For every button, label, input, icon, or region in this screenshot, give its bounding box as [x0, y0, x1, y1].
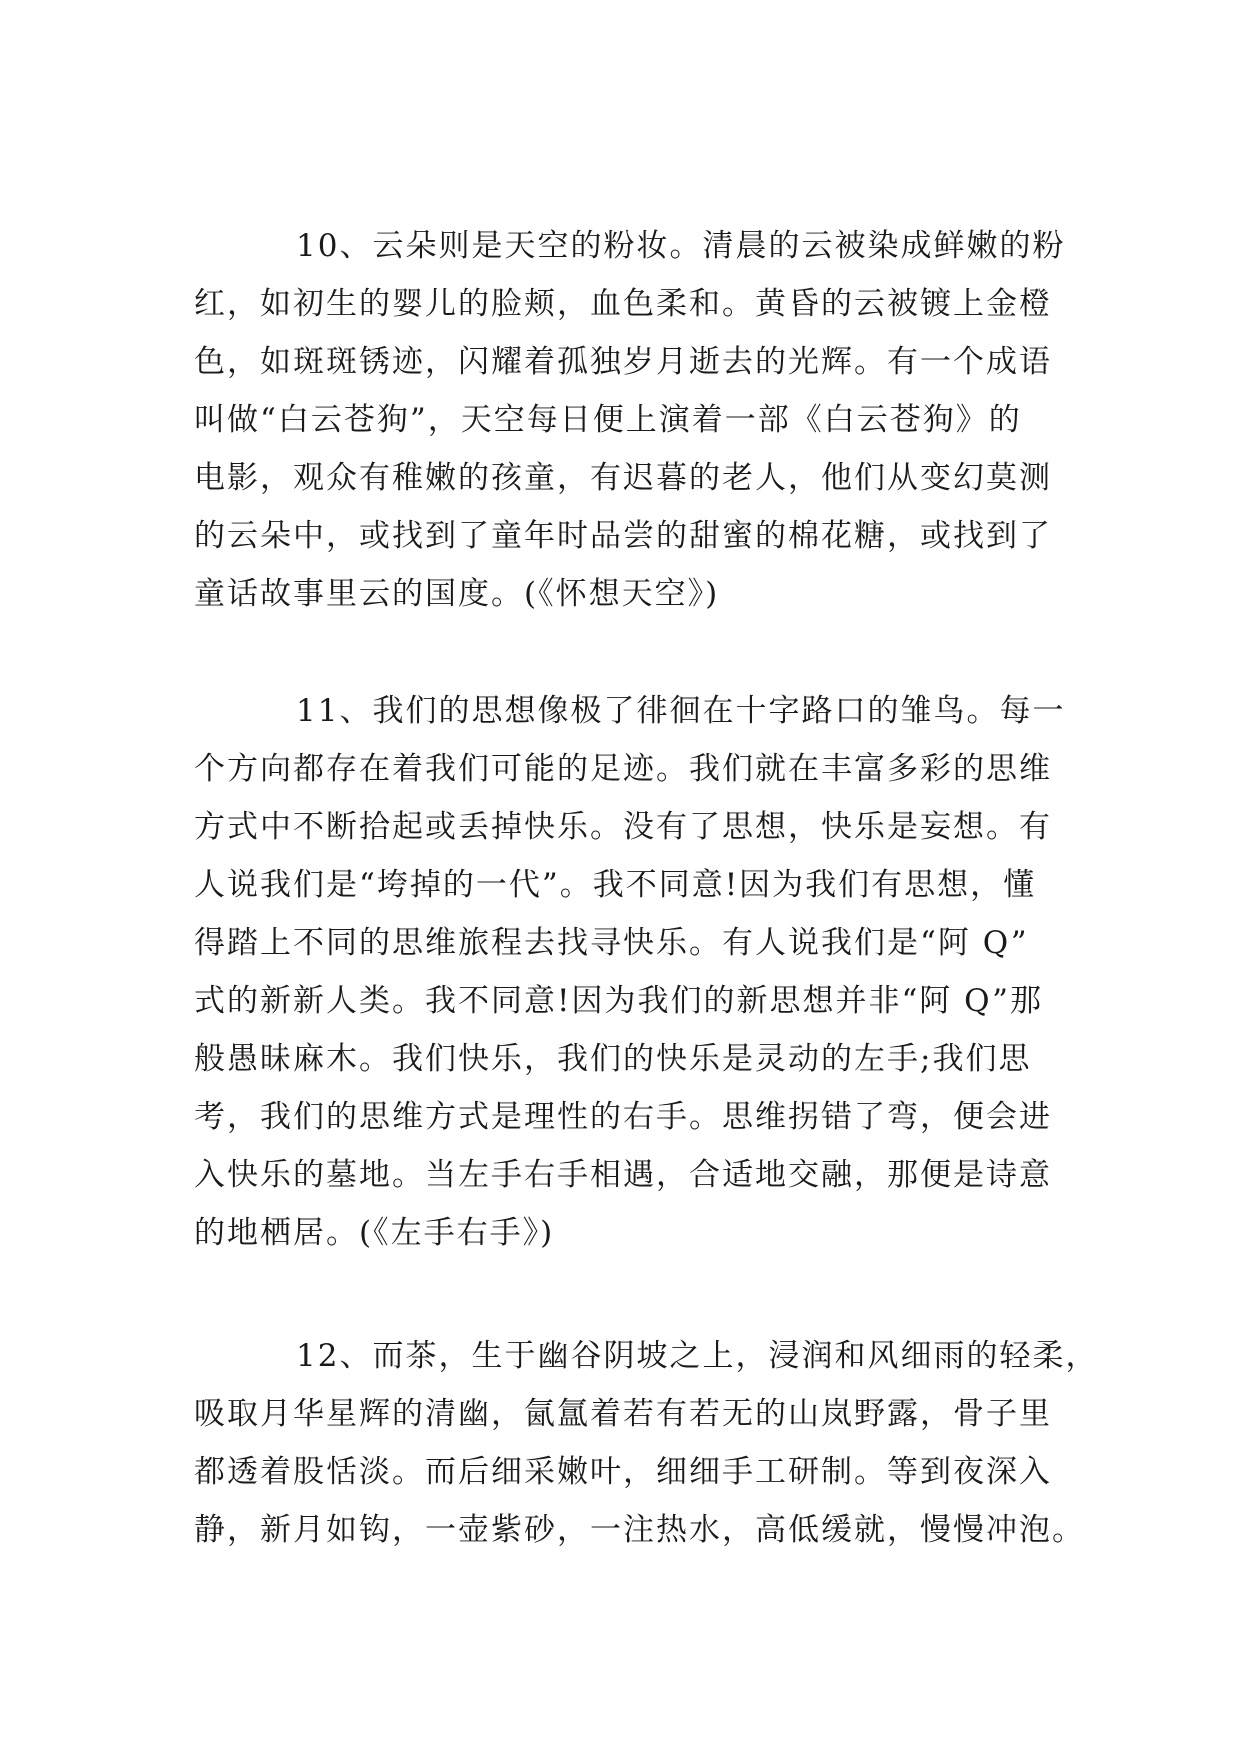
paragraph-line: 的云朵中，或找到了童年时品尝的甜蜜的棉花糖，或找到了	[194, 518, 1052, 554]
paragraph-11	[194, 682, 1066, 1262]
paragraph-line: 方式中不断拾起或丢掉快乐。没有了思想，快乐是妄想。有	[194, 809, 1052, 845]
paragraph-line: 般愚昧麻木。我们快乐，我们的快乐是灵动的左手;我们思	[194, 1041, 1032, 1077]
paragraph-line: 个方向都存在着我们可能的足迹。我们就在丰富多彩的思维	[194, 751, 1052, 787]
paragraph-line: 人说我们是“垮掉的一代”。我不同意!因为我们有思想，懂	[194, 867, 1037, 903]
paragraph-10	[194, 217, 1066, 623]
paragraph-line: 都透着股恬淡。而后细采嫩叶，细细手工研制。等到夜深入	[194, 1454, 1052, 1490]
paragraph-line: 的地栖居。(《左手右手》)	[194, 1215, 555, 1251]
paragraph-line: 10、云朵则是天空的粉妆。清晨的云被染成鲜嫩的粉	[296, 228, 1066, 264]
paragraph-line: 12、而茶，生于幽谷阴坡之上，浸润和风细雨的轻柔，	[296, 1338, 1099, 1374]
paragraph-line: 得踏上不同的思维旅程去找寻快乐。有人说我们是“阿 Q”	[194, 925, 1029, 961]
paragraph-line: 考，我们的思维方式是理性的右手。思维拐错了弯，便会进	[194, 1099, 1052, 1135]
paragraph-line: 静，新月如钩，一壶紫砂，一注热水，高低缓就，慢慢冲泡。	[194, 1512, 1085, 1548]
paragraph-line: 电影，观众有稚嫩的孩童，有迟暮的老人，他们从变幻莫测	[194, 460, 1052, 496]
paragraph-line: 童话故事里云的国度。(《怀想天空》)	[194, 576, 720, 612]
paragraph-line: 吸取月华星辉的清幽，氤氲着若有若无的山岚野露，骨子里	[194, 1396, 1052, 1432]
paragraph-line: 红，如初生的婴儿的脸颊，血色柔和。黄昏的云被镀上金橙	[194, 286, 1052, 322]
paragraph-line: 式的新新人类。我不同意!因为我们的新思想并非“阿 Q”那	[194, 983, 1043, 1019]
paragraph-line: 入快乐的墓地。当左手右手相遇，合适地交融，那便是诗意	[194, 1157, 1052, 1193]
paragraph-line: 色，如斑斑锈迹，闪耀着孤独岁月逝去的光辉。有一个成语	[194, 344, 1052, 380]
paragraph-12	[194, 1327, 1099, 1559]
paragraph-line: 叫做“白云苍狗”，天空每日便上演着一部《白云苍狗》的	[194, 402, 1022, 438]
paragraph-line: 11、我们的思想像极了徘徊在十字路口的雏鸟。每一	[296, 693, 1066, 729]
